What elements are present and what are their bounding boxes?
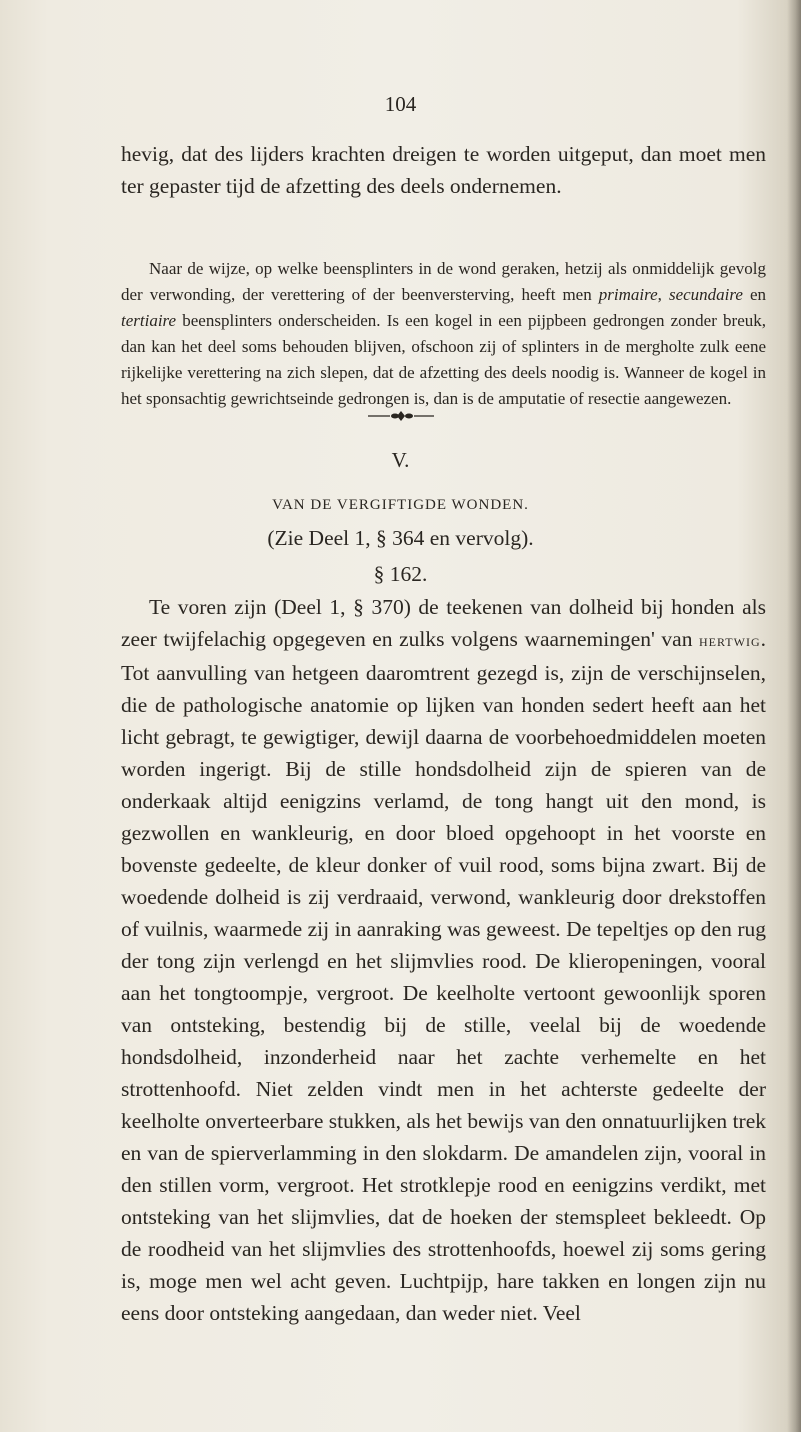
ornamental-rule-icon: [366, 408, 436, 424]
note-separator-1: ,: [657, 285, 669, 304]
body-paragraph: [121, 591, 766, 1329]
section-number: V.: [391, 448, 410, 472]
note-text-part1: Naar de wijze, op welke beensplinters in de wond geraken, hetzij als onmiddelijk gevolg der verwonding, der verettering of der beenversterving, heeft men: [121, 259, 766, 304]
ornament-divider: [0, 408, 801, 424]
section-title: VAN DE VERGIFTIGDE WONDEN.: [272, 497, 529, 513]
paragraph-number: § 162.: [373, 562, 428, 586]
body-text-part2: . Tot aanvulling van hetgeen daaromtrent gezegd is, zijn de verschijnselen, die de pathologische anatomie op lijken van honden sedert heeft aan het licht gebragt, te gewigtiger, dewijl daarna de voorbehoedmiddelen moeten worden ingerigt. Bij de stille hondsdolheid zijn de spieren van de onderkaak altijd eenigzins verlamd, de tong hangt uit den mond, is gezwollen en wankleurig, en door bloed opgehoopt in het voorste en bovenste gedeelte, de kleur donker of vuil rood, soms bijna zwart. Bij de woedende dolheid is zij verdraaid, verwond, wankleurig door drekstoffen of vuilnis, waarmede zij in aanraking was geweest. De tepeltjes op den rug der tong zijn verlengd en het slijmvlies rood. De klieropeningen, vooral aan het tongtoompje, vergroot. De keelholte vertoont gewoonlijk sporen van ontsteking, bestendig bij de stille, veelal bij de woedende hondsdolheid, inzonderheid naar het zachte verhemelte en het strottenhoofd. Niet zelden vindt men in het achterste gedeelte der keelholte onverteerbare stukken, als het bewijs van den onnatuurlijken trek en van de spierverlamming in den slokdarm. De amandelen zijn, vooral in den stillen vorm, vergroot. Het strotklepje rood en eenigzins verdikt, met ontsteking van het slijmvlies, dat de hoeken der stemspleet bekleedt. Op de roodheid van het slijmvlies des strottenhoofds, hoewel zij soms gering is, moge men wel acht geven. Luchtpijp, hare takken en longen zijn nu eens door ontsteking aangedaan, dan weder niet. Veel: [121, 627, 766, 1325]
opening-paragraph: hevig, dat des lijders krachten dreigen te worden uitgeput, dan moet men ter gepaster tijd de afzetting des deels ondernemen.: [121, 142, 766, 198]
page-edge-shadow: [787, 0, 801, 1432]
term-secundaire: secundaire: [668, 285, 743, 304]
note-text-part2: beensplinters onderscheiden. Is een kogel in een pijpbeen gedrongen zonder breuk, dan kan het deel soms behouden blijven, ofschoon zij of splinters in de mergholte zulk eene rijkelijke verettering na zich slepen, dat de afzetting des deels noodig is. Wanneer de kogel in het sponsachtig gewrichtseinde gedrongen is, dan is de amputatie of resectie aangewezen.: [121, 311, 766, 408]
author-name: hertwig: [699, 631, 761, 650]
body-text-part1: Te voren zijn (Deel 1, § 370) de teekenen van dolheid bij honden als zeer twijfelachig opgegeven en zulks volgens waarnemingen' van: [121, 595, 766, 651]
page-number: 104: [384, 92, 417, 116]
note-separator-2: en: [742, 285, 767, 304]
term-primaire: primaire: [598, 285, 658, 304]
note-paragraph: [121, 256, 766, 412]
term-tertiaire: tertiaire: [121, 311, 177, 330]
section-reference: (Zie Deel 1, § 364 en vervolg).: [267, 526, 534, 550]
